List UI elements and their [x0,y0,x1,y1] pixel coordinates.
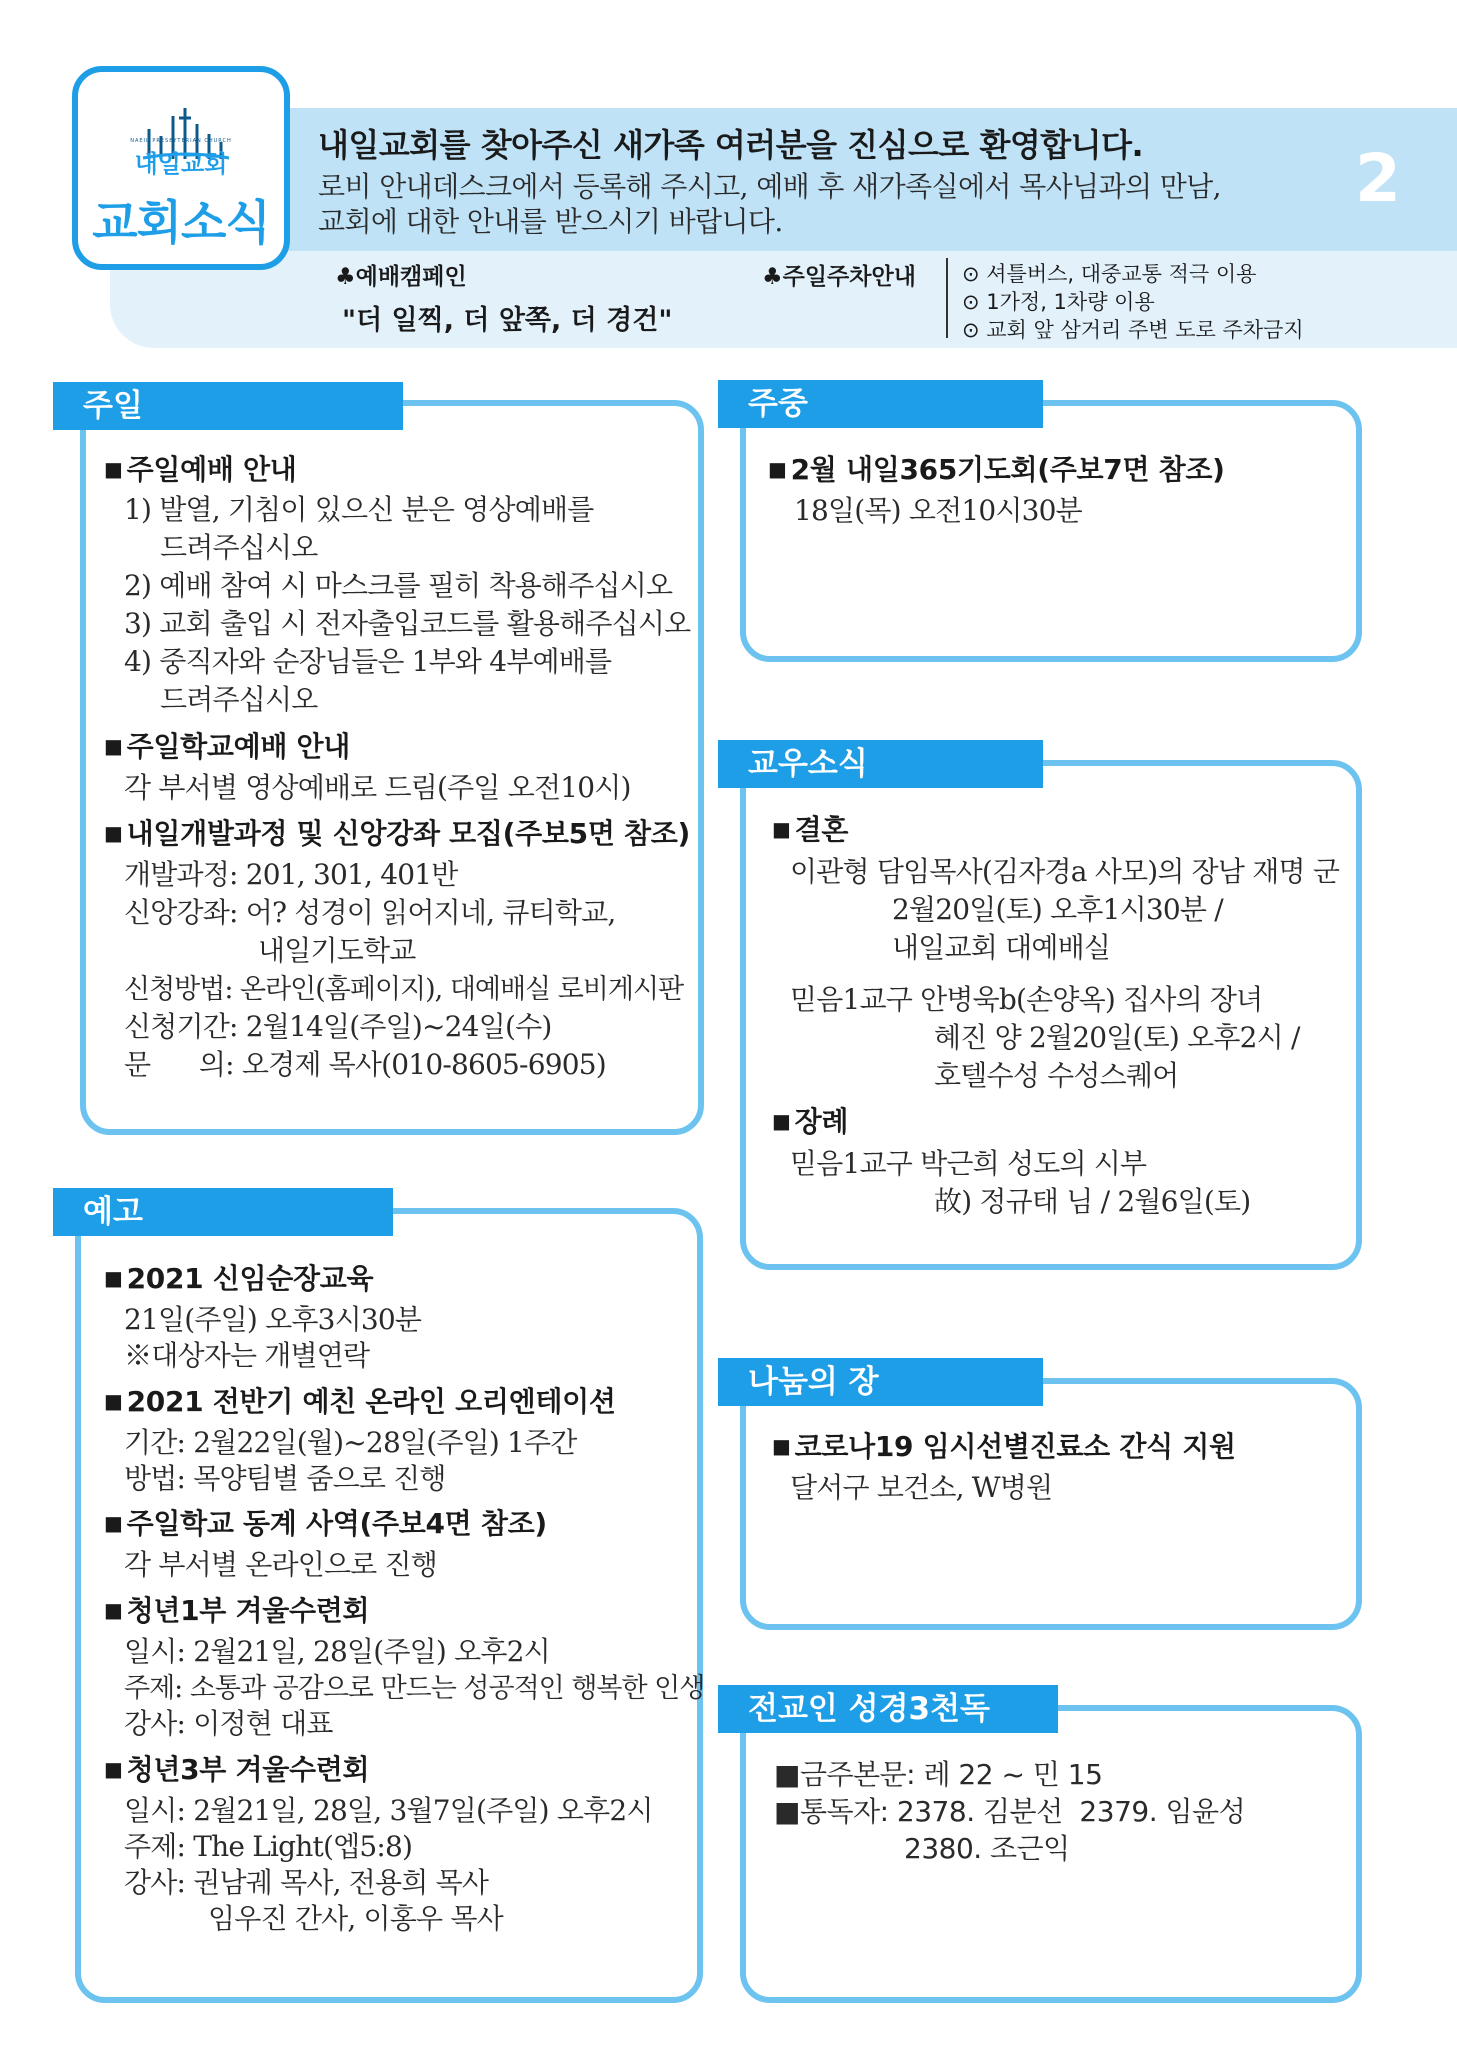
text-line: 각 부서별 영상예배로 드림(주일 오전10시) [124,771,631,804]
text-line: 드려주십시오 [160,683,318,716]
leader-education-title [104,1257,373,1297]
notice-section-tab: 예고 [53,1188,393,1236]
covid-support-title [772,1425,1236,1465]
text-line: ※대상자는 개별연락 [124,1339,370,1372]
text-line: 달서구 보건소, W병원 [790,1471,1053,1504]
text-line: 신청방법: 온라인(홈페이지), 대예배실 로비게시판 [124,974,684,1005]
campaign-text: "더 일찍, 더 앞쪽, 더 경건" [342,305,673,336]
text-line: 믿음1교구 안병욱b(손양옥) 집사의 장녀 [790,983,1263,1016]
square-bullet: ■ [772,1109,791,1133]
text-line: 강사: 이정현 대표 [124,1707,333,1740]
item-title-text: 주일예배 안내 [126,453,297,486]
parking-label: ♣주일주차안내 [762,264,916,290]
item-title-text: 청년3부 겨울수련회 [126,1753,370,1786]
text-line: 2월20일(토) 오후1시30분 / [892,893,1223,926]
sunday-section-tab: 주일 [53,382,403,430]
text-line: 각 부서별 온라인으로 진행 [124,1548,438,1581]
wedding-title [772,808,848,848]
item-title-text: 청년1부 겨울수련회 [126,1594,370,1627]
item-title-text: 내일개발과정 및 신앙강좌 모집(주보5면 참조) [126,817,691,850]
square-bullet: ■ [104,1511,123,1535]
text-line: 2380. 조근익 [904,1832,1070,1865]
bible-reading-section-tab: 전교인 성경3천독 [718,1685,1058,1733]
text-line: 주제: 소통과 공감으로 만드는 성공적인 행복한 인생 [124,1673,705,1704]
square-bullet: ■ [772,817,791,841]
text-line: 3) 교회 출입 시 전자출입코드를 활용해주십시오 [124,607,691,640]
prayer-meeting-title [768,448,1225,488]
orientation-title [104,1380,616,1420]
square-bullet: ■ [104,1757,123,1781]
logo-church-name: 내일교회 [134,150,228,178]
sharing-section-tab: 나눔의 장 [718,1358,1043,1406]
text-line: 21일(주일) 오후3시30분 [124,1303,422,1336]
sunday-school-title [104,725,350,765]
church-logo-box [72,66,290,270]
sunday-worship-title [104,448,297,488]
item-title-text: 주일학교 동계 사역(주보4면 참조) [126,1507,547,1540]
square-bullet: ■ [104,1266,123,1290]
item-title-text: 장례 [794,1105,849,1138]
welcome-heading: 내일교회를 찾아주신 새가족 여러분을 진심으로 환영합니다. [318,126,1144,164]
text-line: 18일(목) 오전10시30분 [794,494,1082,527]
text-line: 혜진 양 2월20일(토) 오후2시 / [934,1021,1300,1054]
square-bullet: ■ [104,734,123,758]
text-line: 4) 중직자와 순장님들은 1부와 4부예배를 [124,645,612,678]
square-bullet: ■ [104,1598,123,1622]
text-line: 방법: 목양팀별 줌으로 진행 [124,1462,446,1495]
youth1-retreat-title [104,1589,369,1629]
square-bullet: ■ [772,1434,791,1458]
parking-item: ⊙ 셔틀버스, 대중교통 적극 이용 [962,262,1257,286]
youth3-retreat-title [104,1748,369,1788]
development-course-title [104,812,690,852]
square-bullet: ■ [104,457,123,481]
item-title-text: 2월 내일365기도회(주보7면 참조) [790,453,1225,486]
text-line: 신앙강좌: 어? 성경이 읽어지네, 큐티학교, [124,896,616,929]
text-line: 일시: 2월21일, 28일, 3월7일(주일) 오후2시 [124,1794,653,1827]
text-line: ■통독자: 2378. 김분선 2379. 임윤성 [774,1795,1246,1828]
welcome-line: 교회에 대한 안내를 받으시기 바랍니다. [318,205,783,238]
square-bullet: ■ [768,457,787,481]
text-line: 내일기도학교 [258,934,416,967]
text-line: 故) 정규태 님 / 2월6일(토) [934,1185,1251,1218]
item-title-text: 2021 신임순장교육 [126,1262,374,1295]
text-line: 이관형 담임목사(김자경a 사모)의 장남 재명 군 [790,855,1340,888]
item-title-text: 주일학교예배 안내 [126,730,351,763]
text-line: 기간: 2월22일(월)~28일(주일) 1주간 [124,1426,577,1459]
text-line: 신청기간: 2월14일(주일)~24일(수) [124,1010,552,1043]
text-line: 1) 발열, 기침이 있으신 분은 영상예배를 [124,493,594,526]
parking-item: ⊙ 1가정, 1차량 이용 [962,290,1155,314]
page-number: 2 [1355,140,1401,217]
square-bullet: ■ [104,1389,123,1413]
text-line: 믿음1교구 박근희 성도의 시부 [790,1147,1147,1180]
members-section-tab: 교우소식 [718,740,1043,788]
campaign-label: ♣예배캠페인 [335,264,467,290]
weekday-section-box [740,400,1362,662]
item-title-text: 코로나19 임시선별진료소 간식 지원 [794,1430,1236,1463]
page-title: 교회소식 [92,196,270,251]
text-line: 호텔수성 수성스퀘어 [934,1059,1179,1092]
text-line: 일시: 2월21일, 28일(주일) 오후2시 [124,1635,550,1668]
text-line: 임우진 간사, 이홍우 목사 [208,1902,503,1935]
text-line: 주제: The Light(엡5:8) [124,1830,413,1863]
logo-subtitle: NAEIL PRESBYTERIAN CHURCH [130,138,232,144]
text-line: 개발과정: 201, 301, 401반 [124,858,458,891]
text-line: 2) 예배 참여 시 마스크를 필히 착용해주십시오 [124,569,673,602]
item-title-text: 결혼 [794,813,849,846]
text-line: ■금주본문: 레 22 ~ 민 15 [774,1758,1103,1791]
winter-ministry-title [104,1502,547,1542]
parking-item: ⊙ 교회 앞 삼거리 주변 도로 주차금지 [962,318,1304,342]
text-line: 드려주십시오 [160,531,318,564]
text-line: 문 의: 오경제 목사(010-8605-6905) [124,1048,606,1081]
item-title-text: 2021 전반기 예친 온라인 오리엔테이션 [126,1385,616,1418]
parking-divider [946,258,948,338]
square-bullet: ■ [104,821,123,845]
welcome-line: 로비 안내데스크에서 등록해 주시고, 예배 후 새가족실에서 목사님과의 만남, [318,170,1221,203]
weekday-section-tab: 주중 [718,380,1043,428]
text-line: 내일교회 대예배실 [892,931,1111,964]
funeral-title [772,1100,848,1140]
text-line: 강사: 권남궤 목사, 전용희 목사 [124,1866,489,1899]
